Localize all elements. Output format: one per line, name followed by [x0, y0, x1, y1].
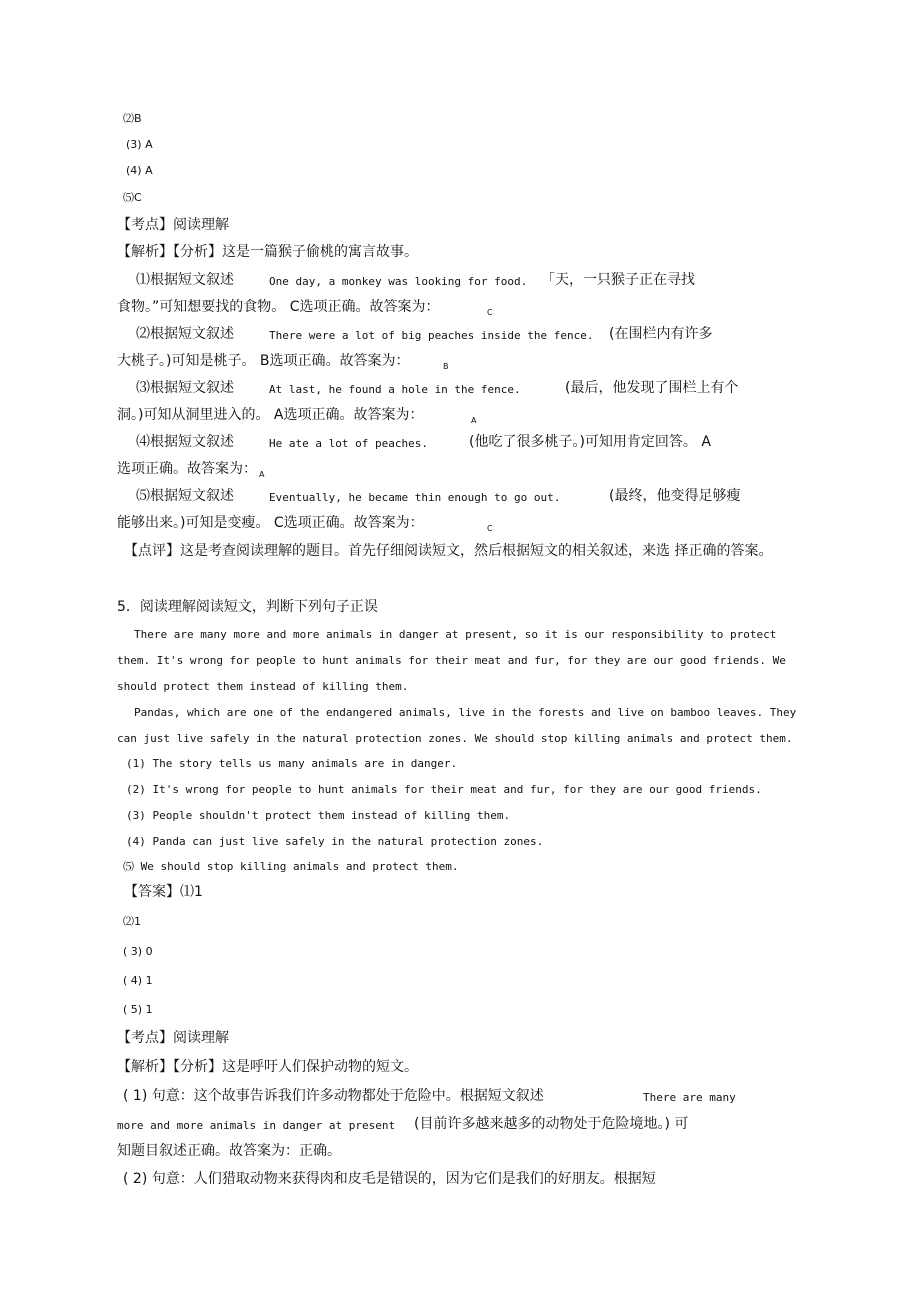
item-english: Eventually, he became thin enough to go out.	[269, 491, 561, 504]
explanation-line: 知题目叙述正确。故答案为：正确。	[117, 1143, 341, 1159]
jiexi-label: 【解析】【分析】这是一篇猴子偷桃的寓言故事。	[117, 244, 418, 260]
explanation-english: more and more animals in danger at present	[117, 1119, 396, 1132]
item-chinese: 「天，一只猴子正在寻找	[541, 272, 695, 288]
item-label: ⑴根据短文叙述	[136, 272, 234, 288]
answer-line: ⑵B	[123, 112, 142, 125]
answer-line: ( 4) 1	[123, 974, 153, 987]
item-line2: 洞。)可知从洞里进入的。 A选项正确。故答案为：	[117, 407, 424, 423]
kaodian-label: 【考点】阅读理解	[117, 217, 229, 233]
explanation-line: ( 2) 句意：人们猎取动物来获得肉和皮毛是错误的，因为它们是我们的好朋友。根据短	[123, 1171, 656, 1187]
question-item: (1) The story tells us many animals are in danger.	[126, 757, 458, 770]
jiexi-label: 【解析】【分析】这是呼吁人们保护动物的短文。	[117, 1059, 418, 1075]
item-chinese: (在围栏内有许多	[609, 326, 713, 342]
answer-line: (4) A	[126, 164, 153, 177]
item-english: There were a lot of big peaches inside the fence.	[269, 329, 594, 342]
kaodian-label: 【考点】阅读理解	[117, 1030, 229, 1046]
item-answer: A	[471, 416, 477, 425]
question-item: (3) People shouldn't protect them instead of killing them.	[126, 809, 511, 822]
explanation-english: There are many	[643, 1091, 736, 1104]
item-answer: C	[487, 524, 493, 533]
answer-line: ( 5) 1	[123, 1003, 153, 1016]
item-english: He ate a lot of peaches.	[269, 437, 428, 450]
answer-line: ⑵1	[123, 915, 141, 928]
item-answer: C	[487, 308, 493, 317]
item-label: ⑸根据短文叙述	[136, 488, 234, 504]
item-line2: 大桃子。)可知是桃子。 B选项正确。故答案为：	[117, 353, 410, 369]
item-chinese: (最终，他变得足够瘦	[609, 488, 741, 504]
passage-line: them. It's wrong for people to hunt animals for their meat and fur, for they are our good friends. We	[117, 654, 786, 667]
item-chinese: (他吃了很多桃子。)可知用肯定回答。 A	[469, 434, 711, 450]
explanation-line: ( 1) 句意：这个故事告诉我们许多动物都处于危险中。根据短文叙述	[123, 1088, 544, 1104]
answer-line: ⑸C	[123, 191, 142, 204]
item-label: ⑵根据短文叙述	[136, 326, 234, 342]
item-answer: B	[443, 362, 449, 371]
item-line2: 食物。”可知想要找的食物。 C选项正确。故答案为：	[117, 299, 440, 315]
answer-line: ( 3) 0	[123, 945, 153, 958]
passage-line: can just live safely in the natural protection zones. We should stop killing animals and protect them.	[117, 732, 793, 745]
question-title: 5．阅读理解阅读短文，判断下列句子正误	[117, 599, 378, 615]
item-english: One day, a monkey was looking for food.	[269, 275, 528, 288]
question-item: (4) Panda can just live safely in the natural protection zones.	[126, 835, 544, 848]
item-english: At last, he found a hole in the fence.	[269, 383, 521, 396]
question-item: (2) It's wrong for people to hunt animals for their meat and fur, for they are our good friends.	[126, 783, 762, 796]
explanation-line: (目前许多越来越多的动物处于危险境地。) 可	[414, 1116, 689, 1132]
item-line2: 选项正确。故答案为：	[117, 461, 257, 477]
passage-line: should protect them instead of killing them.	[117, 680, 409, 693]
answer-heading: 【答案】⑴1	[124, 884, 203, 900]
dianping-comment: 【点评】这是考查阅读理解的题目。首先仔细阅读短文，然后根据短文的相关叙述，来选 择正确的答案。	[124, 543, 773, 559]
passage-line: There are many more and more animals in danger at present, so it is our responsibility to protect	[134, 628, 777, 641]
item-answer: A	[259, 470, 265, 479]
item-label: ⑷根据短文叙述	[136, 434, 234, 450]
passage-line: Pandas, which are one of the endangered animals, live in the forests and live on bamboo leaves. They	[134, 706, 797, 719]
item-chinese: (最后，他发现了围栏上有个	[565, 380, 739, 396]
item-line2: 能够出来。)可知是变瘦。 C选项正确。故答案为：	[117, 515, 424, 531]
answer-line: (3) A	[126, 138, 153, 151]
question-item: ⑸ We should stop killing animals and protect them.	[123, 860, 459, 873]
item-label: ⑶根据短文叙述	[136, 380, 234, 396]
